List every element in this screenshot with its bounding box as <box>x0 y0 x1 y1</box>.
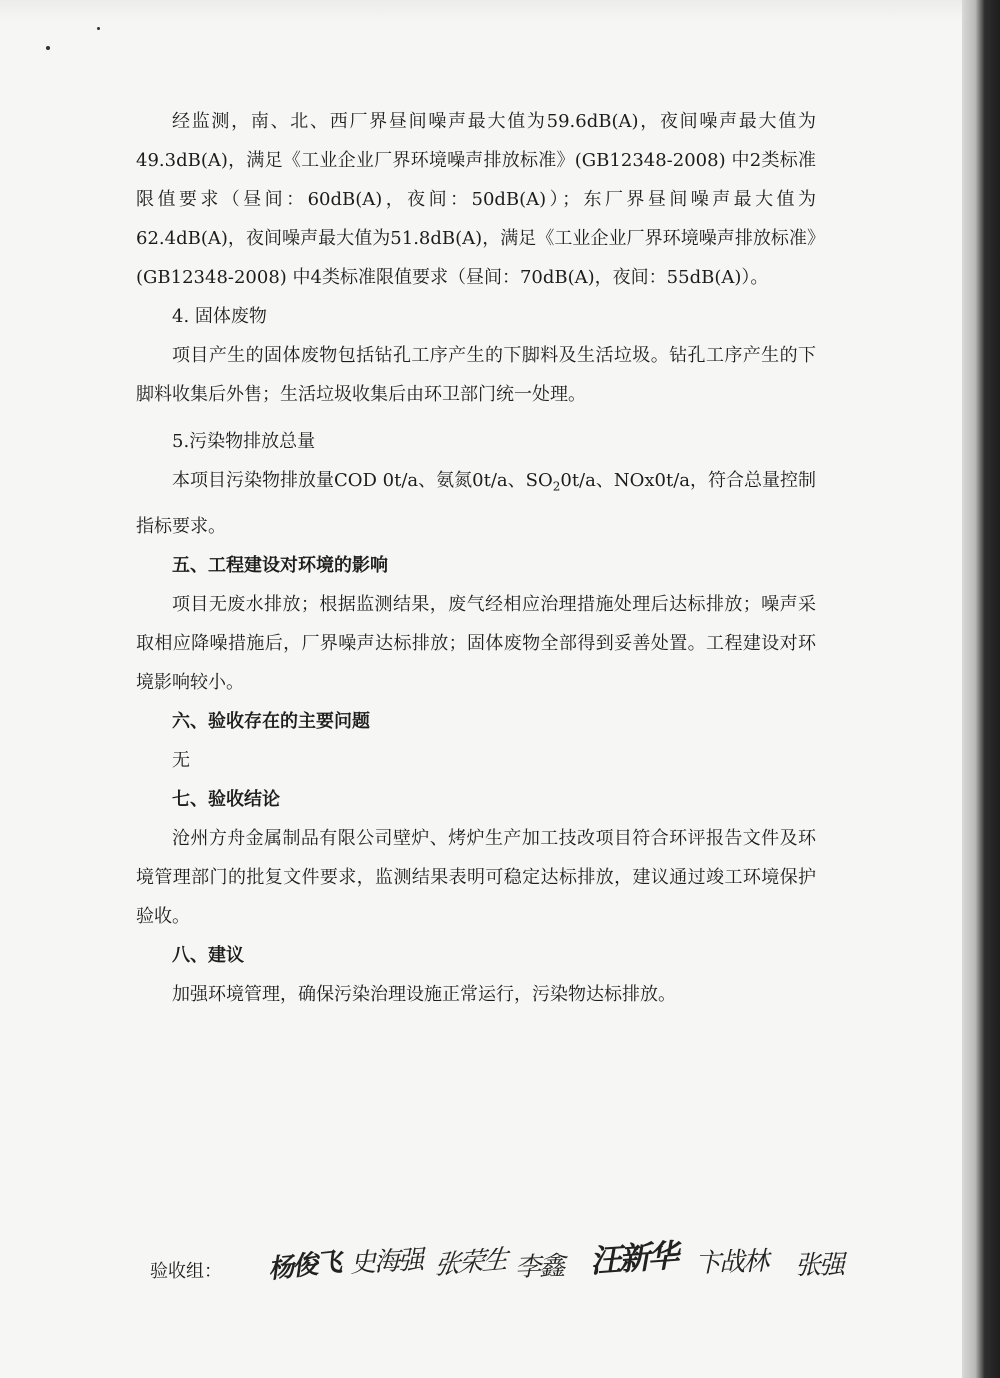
signature-row <box>150 1235 870 1295</box>
heading-section-5: 五、工程建设对环境的影响 <box>172 554 388 576</box>
handwritten-signature: 李鑫 <box>514 1251 564 1283</box>
handwritten-signature: 史海强 <box>349 1245 423 1279</box>
section-5-paragraph: 项目无废水排放；根据监测结果，废气经相应治理措施处理后达标排放；噪声采取相应降噪措施后，厂界噪声达标排放；固体废物全部得到妥善处置。工程建设对环境影响较小。 <box>136 593 816 693</box>
handwritten-signature: 汪新华 <box>588 1238 678 1281</box>
noise-paragraph: 经监测，南、北、西厂界昼间噪声最大值为59.6dB(A)，夜间噪声最大值为49.3dB(A)，满足《工业企业厂界环境噪声排放标准》(GB12348-2008) 中2类标准限值要求（昼间：60dB(A)，夜间：50dB(A)）；东厂界昼间噪声最大值为62.4dB(A)，夜间噪声最大值为51.8dB(A)，满足《工业企业厂界环境噪声排放标准》(GB12348-2008) 中4类标准限值要求（昼间：70dB(A)，夜间：55dB(A)）。 <box>136 111 816 288</box>
handwritten-signature: 卞战林 <box>694 1246 768 1279</box>
document-body <box>136 102 816 1014</box>
heading-section-8: 八、建议 <box>172 944 244 966</box>
section-6-paragraph: 无 <box>172 749 190 771</box>
heading-total-emission: 5.污染物排放总量 <box>172 431 316 452</box>
scan-speck <box>97 27 100 30</box>
solid-waste-paragraph: 项目产生的固体废物包括钻孔工序产生的下脚料及生活垃圾。钻孔工序产生的下脚料收集后外售；生活垃圾收集后由环卫部门统一处理。 <box>136 345 816 405</box>
handwritten-signature: 张荣生 <box>432 1244 509 1282</box>
emission-text-part1: 本项目污染物排放量COD 0t/a、氨氮0t/a、SO <box>172 470 553 491</box>
handwritten-signature: 杨俊飞 <box>266 1247 342 1285</box>
spacer <box>136 414 816 422</box>
heading-solid-waste: 4. 固体废物 <box>172 306 267 327</box>
total-emission-paragraph <box>136 461 816 546</box>
handwritten-signature: 张强 <box>794 1250 844 1281</box>
scan-right-edge <box>962 0 1000 1378</box>
section-7-paragraph: 沧州方舟金属制品有限公司壁炉、烤炉生产加工技改项目符合环评报告文件及环境管理部门的批复文件要求，监测结果表明可稳定达标排放，建议通过竣工环境保护验收。 <box>136 827 816 927</box>
signature-label: 验收组： <box>150 1261 222 1282</box>
heading-section-7: 七、验收结论 <box>172 788 280 810</box>
section-8-paragraph: 加强环境管理，确保污染治理设施正常运行，污染物达标排放。 <box>172 983 676 1005</box>
emission-text-part2: 0t/a、NOx0t/a，符合总量控制指标要求。 <box>136 470 816 537</box>
so2-subscript: 2 <box>552 479 561 494</box>
scan-speck <box>46 46 50 50</box>
heading-section-6: 六、验收存在的主要问题 <box>172 710 370 732</box>
scan-top-edge <box>0 0 1000 22</box>
